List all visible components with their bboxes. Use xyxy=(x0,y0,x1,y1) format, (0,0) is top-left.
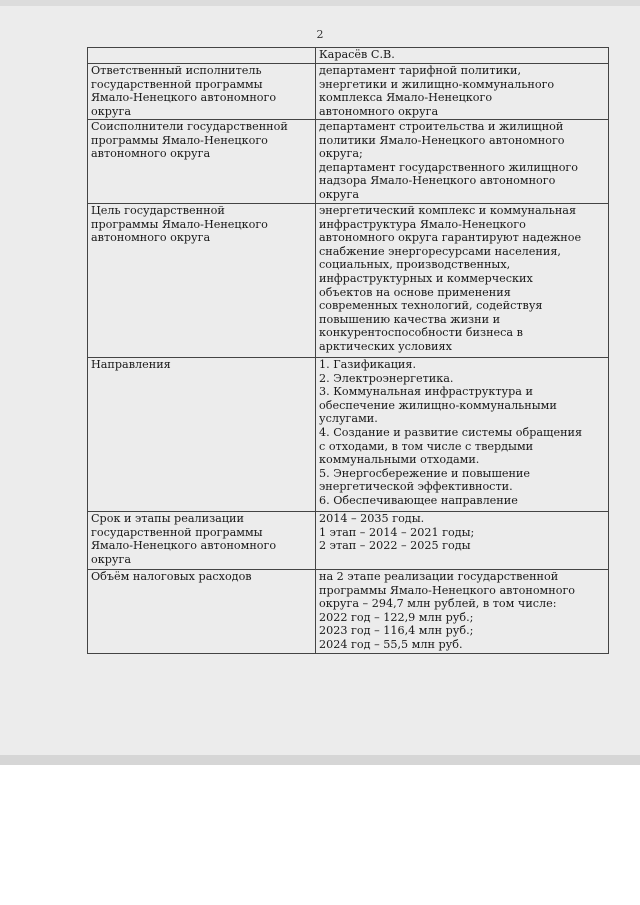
label-line: округа xyxy=(91,552,132,566)
table-body xyxy=(88,48,609,654)
value-line: департамент государственного жилищного xyxy=(319,160,579,174)
row-value-cell xyxy=(316,512,609,570)
row-value-cell xyxy=(316,204,609,358)
value-line: 2 этап – 2022 – 2025 годы xyxy=(319,539,471,553)
value-line: автономного округа xyxy=(319,104,439,118)
label-line: Ямало-Ненецкого автономного xyxy=(91,91,277,105)
label-line: государственной программы xyxy=(91,525,263,539)
label-line: программы Ямало-Ненецкого xyxy=(91,217,268,231)
label-line: Ответственный исполнитель xyxy=(91,64,262,77)
value-line: округа – 294,7 млн рублей, в том числе: xyxy=(319,597,557,611)
row-value-cell xyxy=(316,358,609,512)
value-line: услугами. xyxy=(319,412,378,426)
value-line: 2023 год – 116,4 млн руб.; xyxy=(319,624,474,638)
value-line: энергетической эффективности. xyxy=(319,480,513,494)
row-value-cell xyxy=(316,48,609,64)
value-line: инфраструктура Ямало-Ненецкого xyxy=(319,217,526,231)
label-line: программы Ямало-Ненецкого xyxy=(91,133,268,147)
table-row xyxy=(88,64,609,120)
value-line: 1 этап – 2014 – 2021 годы; xyxy=(319,525,475,539)
row-label-cell xyxy=(88,358,316,512)
label-line: автономного округа xyxy=(91,147,211,161)
value-line: автономного округа гарантируют надежное xyxy=(319,231,582,245)
value-line: департамент строительства и жилищной xyxy=(319,120,564,133)
value-line: объектов на основе применения xyxy=(319,285,511,299)
row-label-cell xyxy=(88,512,316,570)
label-line: Направления xyxy=(91,358,171,371)
label-line: Объём налоговых расходов xyxy=(91,570,252,583)
row-label-cell xyxy=(88,120,316,204)
value-line: современных технологий, содействуя xyxy=(319,299,543,313)
value-line: 2014 – 2035 годы. xyxy=(319,512,425,525)
table-row xyxy=(88,48,609,64)
value-line: департамент тарифной политики, xyxy=(319,64,522,77)
value-line: снабжение энергоресурсами населения, xyxy=(319,244,561,258)
value-line: 5. Энергосбережение и повышение xyxy=(319,466,530,480)
value-line: обеспечение жилищно-коммунальными xyxy=(319,398,557,412)
table-row xyxy=(88,120,609,204)
table-row xyxy=(88,570,609,654)
value-line: округа; xyxy=(319,147,363,161)
row-label-cell xyxy=(88,204,316,358)
value-line: социальных, производственных, xyxy=(319,258,511,272)
value-line: надзора Ямало-Ненецкого автономного xyxy=(319,174,556,188)
label-line: округа xyxy=(91,104,132,118)
value-line: энергетики и жилищно-коммунального xyxy=(319,77,555,91)
value-line: конкурентоспособности бизнеса в xyxy=(319,326,523,340)
row-value-cell xyxy=(316,120,609,204)
value-line: 6. Обеспечивающее направление xyxy=(319,493,518,507)
value-line: 3. Коммунальная инфраструктура и xyxy=(319,385,533,399)
table-row xyxy=(88,204,609,358)
row-value-cell xyxy=(316,64,609,120)
label-line: Цель государственной xyxy=(91,204,225,217)
value-line: энергетический комплекс и коммунальная xyxy=(319,204,577,217)
row-label-cell xyxy=(88,48,316,64)
value-line: округа xyxy=(319,187,360,201)
value-line: программы Ямало-Ненецкого автономного xyxy=(319,583,576,597)
value-line: 2024 год – 55,5 млн руб. xyxy=(319,637,463,651)
value-line: повышению качества жизни и xyxy=(319,312,501,326)
label-line: автономного округа xyxy=(91,231,211,245)
value-line: политики Ямало-Ненецкого автономного xyxy=(319,133,565,147)
scan-edge-bottom xyxy=(0,755,640,765)
page-number: 2 xyxy=(316,28,324,41)
value-line: комплекса Ямало-Ненецкого xyxy=(319,91,493,105)
value-line: 1. Газификация. xyxy=(319,358,417,371)
value-line: 4. Создание и развитие системы обращения xyxy=(319,425,583,439)
label-line: Соисполнители государственной xyxy=(91,120,288,133)
value-line: с отходами, в том числе с твердыми xyxy=(319,439,534,453)
label-line: Ямало-Ненецкого автономного xyxy=(91,539,277,553)
value-line: арктических условиях xyxy=(319,339,452,353)
table-row xyxy=(88,358,609,512)
value-line: 2022 год – 122,9 млн руб.; xyxy=(319,610,474,624)
label-line: Срок и этапы реализации xyxy=(91,512,244,525)
row-label-cell xyxy=(88,570,316,654)
program-passport-table xyxy=(87,47,609,654)
scan-edge-top xyxy=(0,0,640,6)
row-value-cell xyxy=(316,570,609,654)
table-row xyxy=(88,512,609,570)
value-line: 2. Электроэнергетика. xyxy=(319,371,454,385)
value-line: инфраструктурных и коммерческих xyxy=(319,271,533,285)
label-line: государственной программы xyxy=(91,77,263,91)
row-label-cell xyxy=(88,64,316,120)
value-line: Карасёв С.В. xyxy=(319,48,395,61)
value-line: коммунальными отходами. xyxy=(319,453,480,467)
value-line: на 2 этапе реализации государственной xyxy=(319,570,559,583)
